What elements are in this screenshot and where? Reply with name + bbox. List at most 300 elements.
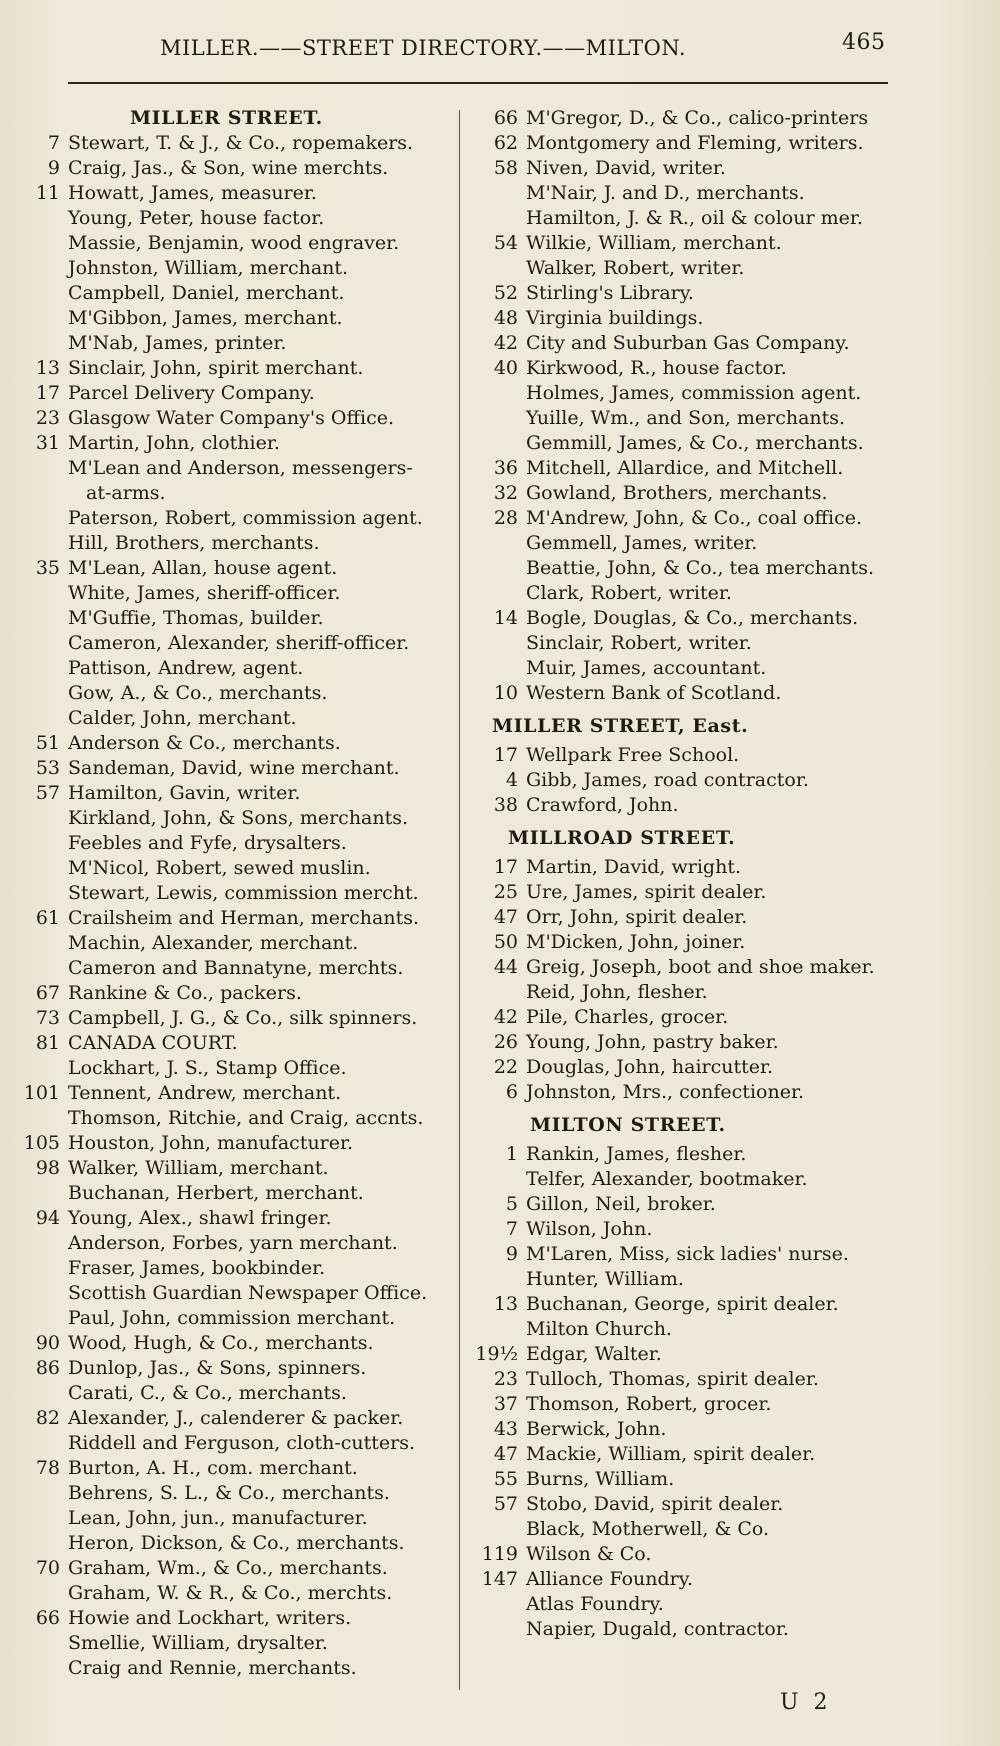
directory-entry <box>12 356 452 381</box>
occupant-name: Thomson, Ritchie, and Craig, accnts. <box>68 1107 424 1129</box>
directory-entry <box>12 506 452 531</box>
occupant-name: M'Nicol, Robert, sewed muslin. <box>68 857 371 879</box>
occupant-name: Young, Alex., shawl fringer. <box>68 1207 332 1229</box>
directory-entry <box>470 768 910 793</box>
directory-entry <box>470 406 910 431</box>
page-number: 465 <box>842 30 886 55</box>
directory-entry <box>12 306 452 331</box>
occupant-name: Scottish Guardian Newspaper Office. <box>68 1282 428 1304</box>
directory-entry <box>12 1306 452 1331</box>
directory-entry <box>470 1055 910 1080</box>
occupant-name: Crawford, John. <box>526 794 679 816</box>
directory-entry <box>470 743 910 768</box>
directory-entry <box>470 1267 910 1292</box>
directory-entry <box>470 456 910 481</box>
occupant-name: Gibb, James, road contractor. <box>526 769 809 791</box>
occupant-name: Lean, John, jun., manufacturer. <box>68 1507 368 1529</box>
occupant-name: Dunlop, Jas., & Sons, spinners. <box>68 1357 367 1379</box>
directory-entry <box>12 731 452 756</box>
directory-entry <box>470 955 910 980</box>
occupant-name: Graham, W. & R., & Co., merchts. <box>68 1582 393 1604</box>
directory-entry <box>470 1217 910 1242</box>
house-number: 35 <box>35 557 60 579</box>
occupant-name: Pile, Charles, grocer. <box>526 1006 729 1028</box>
house-number: 7 <box>47 132 60 154</box>
occupant-name: Anderson & Co., merchants. <box>68 732 341 754</box>
directory-entry <box>470 431 910 456</box>
house-number: 36 <box>493 457 518 479</box>
directory-entry <box>470 631 910 656</box>
directory-entry <box>470 656 910 681</box>
occupant-name: Gow, A., & Co., merchants. <box>68 682 328 704</box>
occupant-name: Black, Motherwell, & Co. <box>526 1518 770 1540</box>
directory-entry <box>470 131 910 156</box>
directory-entry <box>12 1506 452 1531</box>
house-number: 25 <box>493 881 518 903</box>
occupant-name: Muir, James, accountant. <box>526 657 767 679</box>
house-number: 82 <box>35 1407 60 1429</box>
house-number: 61 <box>35 907 60 929</box>
directory-entry <box>470 1542 910 1567</box>
occupant-name: City and Suburban Gas Company. <box>526 332 850 354</box>
house-number: 19½ <box>475 1343 518 1365</box>
occupant-name: Anderson, Forbes, yarn merchant. <box>68 1232 398 1254</box>
house-number: 4 <box>505 769 518 791</box>
occupant-name: Gowland, Brothers, merchants. <box>526 482 828 504</box>
house-number: 86 <box>35 1357 60 1379</box>
house-number: 90 <box>35 1332 60 1354</box>
occupant-name: M'Gregor, D., & Co., calico-printers <box>526 107 869 129</box>
house-number: 22 <box>493 1056 518 1078</box>
occupant-name: Walker, Robert, writer. <box>526 257 745 279</box>
occupant-name: Gemmill, James, & Co., merchants. <box>526 432 864 454</box>
house-number: 78 <box>35 1457 60 1479</box>
house-number: 42 <box>493 1006 518 1028</box>
house-number: 23 <box>35 407 60 429</box>
directory-entry <box>470 1192 910 1217</box>
occupant-name: Behrens, S. L., & Co., merchants. <box>68 1482 390 1504</box>
occupant-name: Wilson, John. <box>526 1218 653 1240</box>
occupant-name: Feebles and Fyfe, drysalters. <box>68 832 347 854</box>
directory-entry <box>470 206 910 231</box>
signature-mark: U 2 <box>780 1690 832 1715</box>
occupant-name: Mackie, William, spirit dealer. <box>526 1443 816 1465</box>
directory-entry <box>470 930 910 955</box>
directory-entry <box>12 681 452 706</box>
milton-entries <box>470 1142 910 1642</box>
house-number: 98 <box>35 1157 60 1179</box>
occupant-name: Pattison, Andrew, agent. <box>68 657 304 679</box>
directory-entry <box>470 1467 910 1492</box>
occupant-name: Buchanan, George, spirit dealer. <box>526 1293 839 1315</box>
occupant-name: Howie and Lockhart, writers. <box>68 1607 352 1629</box>
directory-entry <box>470 1492 910 1517</box>
house-number: 31 <box>35 432 60 454</box>
directory-entry <box>12 406 452 431</box>
directory-entry <box>12 981 452 1006</box>
occupant-name: Young, John, pastry baker. <box>526 1031 779 1053</box>
house-number: 66 <box>493 107 518 129</box>
occupant-name: Rankin, James, flesher. <box>526 1143 747 1165</box>
directory-entry <box>12 156 452 181</box>
directory-entry <box>12 1006 452 1031</box>
house-number: 57 <box>35 782 60 804</box>
directory-entry <box>470 1030 910 1055</box>
house-number: 43 <box>493 1418 518 1440</box>
occupant-name: Campbell, J. G., & Co., silk spinners. <box>68 1007 418 1029</box>
directory-entry <box>470 581 910 606</box>
house-number: 66 <box>35 1607 60 1629</box>
occupant-name: Hamilton, Gavin, writer. <box>68 782 301 804</box>
directory-entry <box>470 231 910 256</box>
section-heading-milton: MILTON STREET. <box>530 1114 726 1136</box>
occupant-name: Stewart, T. & J., & Co., ropemakers. <box>68 132 414 154</box>
occupant-name: Hill, Brothers, merchants. <box>68 532 320 554</box>
house-number: 23 <box>493 1368 518 1390</box>
occupant-name: Edgar, Walter. <box>526 1343 662 1365</box>
occupant-name: M'Andrew, John, & Co., coal office. <box>526 507 862 529</box>
directory-entry <box>470 256 910 281</box>
directory-entry <box>12 556 452 581</box>
occupant-name: Stewart, Lewis, commission mercht. <box>68 882 419 904</box>
directory-entry <box>12 1206 452 1231</box>
house-number: 50 <box>493 931 518 953</box>
house-number: 51 <box>35 732 60 754</box>
occupant-name: Calder, John, merchant. <box>68 707 297 729</box>
house-number: 7 <box>505 1218 518 1240</box>
occupant-name: Mitchell, Allardice, and Mitchell. <box>526 457 844 479</box>
occupant-name: Crailsheim and Herman, merchants. <box>68 907 419 929</box>
occupant-name: Glasgow Water Company's Office. <box>68 407 394 429</box>
occupant-name: Douglas, John, haircutter. <box>526 1056 774 1078</box>
directory-entry <box>12 756 452 781</box>
occupant-name: Fraser, James, bookbinder. <box>68 1257 326 1279</box>
house-number: 1 <box>505 1143 518 1165</box>
directory-entry <box>12 831 452 856</box>
left-column <box>12 106 452 1681</box>
running-head <box>0 30 1000 66</box>
occupant-name: Machin, Alexander, merchant. <box>68 932 359 954</box>
house-number: 147 <box>481 1568 518 1590</box>
directory-entry <box>12 231 452 256</box>
occupant-name: Paterson, Robert, commission agent. <box>68 507 423 529</box>
directory-entry <box>470 106 910 131</box>
house-number: 119 <box>481 1543 518 1565</box>
right-column <box>470 106 910 1642</box>
house-number: 9 <box>505 1243 518 1265</box>
directory-entry <box>470 793 910 818</box>
occupant-name: Thomson, Robert, grocer. <box>526 1393 772 1415</box>
directory-entry <box>12 1106 452 1131</box>
directory-entry <box>12 181 452 206</box>
occupant-name: Craig and Rennie, merchants. <box>68 1657 357 1679</box>
occupant-name: Graham, Wm., & Co., merchants. <box>68 1557 388 1579</box>
house-number: 38 <box>493 794 518 816</box>
house-number: 73 <box>35 1007 60 1029</box>
house-number: 17 <box>493 744 518 766</box>
occupant-name: Napier, Dugald, contractor. <box>526 1618 789 1640</box>
occupant-name: Sinclair, John, spirit merchant. <box>68 357 364 379</box>
directory-entry <box>470 1142 910 1167</box>
occupant-name: Walker, William, merchant. <box>68 1157 329 1179</box>
occupant-name: Berwick, John. <box>526 1418 667 1440</box>
occupant-name: Wilkie, William, merchant. <box>526 232 782 254</box>
occupant-name: Beattie, John, & Co., tea merchants. <box>526 557 874 579</box>
directory-entry <box>470 1080 910 1105</box>
house-number: 62 <box>493 132 518 154</box>
occupant-name: Western Bank of Scotland. <box>526 682 782 704</box>
occupant-name: Campbell, Daniel, merchant. <box>68 282 345 304</box>
directory-entry <box>12 1431 452 1456</box>
directory-entry <box>12 531 452 556</box>
directory-entry <box>12 1131 452 1156</box>
occupant-name: Wood, Hugh, & Co., merchants. <box>68 1332 374 1354</box>
occupant-name: Montgomery and Fleming, writers. <box>526 132 864 154</box>
house-number: 44 <box>493 956 518 978</box>
occupant-name: Ure, James, spirit dealer. <box>526 881 767 903</box>
directory-entry <box>470 556 910 581</box>
directory-entry <box>12 1381 452 1406</box>
occupant-name: Howatt, James, measurer. <box>68 182 317 204</box>
occupant-name: Reid, John, flesher. <box>526 981 708 1003</box>
directory-entry <box>12 206 452 231</box>
directory-entry <box>12 631 452 656</box>
occupant-name: Virginia buildings. <box>526 307 704 329</box>
occupant-name: M'Lean and Anderson, messengers- <box>68 457 413 479</box>
directory-entry <box>470 905 910 930</box>
directory-entry <box>12 1656 452 1681</box>
occupant-name: M'Gibbon, James, merchant. <box>68 307 343 329</box>
occupant-name: CANADA COURT. <box>68 1032 238 1054</box>
directory-entry <box>470 331 910 356</box>
occupant-name: Holmes, James, commission agent. <box>526 382 862 404</box>
directory-entry <box>470 1567 910 1592</box>
house-number: 42 <box>493 332 518 354</box>
occupant-name: Cameron and Bannatyne, merchts. <box>68 957 404 979</box>
directory-entry <box>12 806 452 831</box>
directory-entry <box>12 706 452 731</box>
directory-entry <box>470 381 910 406</box>
house-number: 37 <box>493 1393 518 1415</box>
directory-entry <box>12 481 452 506</box>
occupant-name: Smellie, William, drysalter. <box>68 1632 328 1654</box>
directory-entry <box>12 456 452 481</box>
directory-entry <box>12 931 452 956</box>
directory-entry <box>470 181 910 206</box>
occupant-name: Heron, Dickson, & Co., merchants. <box>68 1532 405 1554</box>
directory-entry <box>470 1367 910 1392</box>
occupant-name: Riddell and Ferguson, cloth-cutters. <box>68 1432 416 1454</box>
column-divider <box>459 110 460 1690</box>
occupant-name: Lockhart, J. S., Stamp Office. <box>68 1057 347 1079</box>
directory-entry <box>12 1406 452 1431</box>
directory-entry <box>12 1056 452 1081</box>
directory-entry <box>470 855 910 880</box>
occupant-name: Stirling's Library. <box>526 282 694 304</box>
directory-entry <box>470 1342 910 1367</box>
occupant-name: Milton Church. <box>526 1318 672 1340</box>
directory-entry <box>12 1181 452 1206</box>
house-number: 40 <box>493 357 518 379</box>
directory-entry <box>470 156 910 181</box>
house-number: 55 <box>493 1468 518 1490</box>
directory-entry <box>12 956 452 981</box>
occupant-name: Niven, David, writer. <box>526 157 726 179</box>
running-title: MILLER.——STREET DIRECTORY.——MILTON. <box>160 36 687 60</box>
occupant-name: Buchanan, Herbert, merchant. <box>68 1182 364 1204</box>
occupant-name: Young, Peter, house factor. <box>68 207 325 229</box>
occupant-name: at-arms. <box>86 482 166 504</box>
directory-entry <box>12 1606 452 1631</box>
occupant-name: Martin, John, clothier. <box>68 432 280 454</box>
occupant-name: Atlas Foundry. <box>526 1593 664 1615</box>
directory-entry <box>12 1456 452 1481</box>
house-number: 11 <box>35 182 60 204</box>
directory-entry <box>12 856 452 881</box>
occupant-name: M'Dicken, John, joiner. <box>526 931 746 953</box>
occupant-name: Martin, David, wright. <box>526 856 742 878</box>
occupant-name: Alliance Foundry. <box>526 1568 693 1590</box>
directory-entry <box>470 1517 910 1542</box>
occupant-name: Sandeman, David, wine merchant. <box>68 757 400 779</box>
directory-entry <box>470 1317 910 1342</box>
directory-entry <box>470 880 910 905</box>
directory-entry <box>470 531 910 556</box>
directory-entry <box>12 581 452 606</box>
directory-entry <box>470 1417 910 1442</box>
directory-entry <box>12 881 452 906</box>
directory-entry <box>470 1242 910 1267</box>
directory-entry <box>470 506 910 531</box>
directory-entry <box>12 1156 452 1181</box>
directory-entry <box>470 606 910 631</box>
directory-entry <box>470 1005 910 1030</box>
occupant-name: Gillon, Neil, broker. <box>526 1193 716 1215</box>
millroad-entries <box>470 855 910 1105</box>
directory-entry <box>12 1481 452 1506</box>
directory-entry <box>12 781 452 806</box>
occupant-name: Carati, C., & Co., merchants. <box>68 1382 347 1404</box>
directory-entry <box>470 1592 910 1617</box>
occupant-name: Houston, John, manufacturer. <box>68 1132 354 1154</box>
occupant-name: Gemmell, James, writer. <box>526 532 758 554</box>
house-number: 17 <box>35 382 60 404</box>
directory-entry <box>470 281 910 306</box>
house-number: 13 <box>493 1293 518 1315</box>
occupant-name: Sinclair, Robert, writer. <box>526 632 752 654</box>
occupant-name: Kirkwood, R., house factor. <box>526 357 787 379</box>
occupant-name: Kirkland, John, & Sons, merchants. <box>68 807 409 829</box>
occupant-name: Burton, A. H., com. merchant. <box>68 1457 358 1479</box>
section-heading-millroad: MILLROAD STREET. <box>508 827 736 849</box>
directory-entry <box>470 1442 910 1467</box>
directory-entry <box>12 1281 452 1306</box>
occupant-name: Johnston, Mrs., confectioner. <box>526 1081 804 1103</box>
occupant-name: Yuille, Wm., and Son, merchants. <box>526 407 846 429</box>
occupant-name: Massie, Benjamin, wood engraver. <box>68 232 400 254</box>
occupant-name: Telfer, Alexander, bootmaker. <box>526 1168 808 1190</box>
house-number: 105 <box>23 1132 60 1154</box>
header-rule <box>68 82 888 84</box>
occupant-name: M'Nair, J. and D., merchants. <box>526 182 805 204</box>
directory-entry <box>12 1581 452 1606</box>
house-number: 48 <box>493 307 518 329</box>
house-number: 10 <box>493 682 518 704</box>
directory-entry <box>470 481 910 506</box>
directory-entry <box>12 1256 452 1281</box>
occupant-name: Alexander, J., calenderer & packer. <box>68 1407 404 1429</box>
occupant-name: Tennent, Andrew, merchant. <box>68 1082 342 1104</box>
occupant-name: Burns, William. <box>526 1468 675 1490</box>
occupant-name: Wilson & Co. <box>526 1543 652 1565</box>
occupant-name: White, James, sheriff-officer. <box>68 582 341 604</box>
occupant-name: Stobo, David, spirit dealer. <box>526 1493 784 1515</box>
directory-entry <box>12 1031 452 1056</box>
house-number: 32 <box>493 482 518 504</box>
house-number: 14 <box>493 607 518 629</box>
occupant-name: Rankine & Co., packers. <box>68 982 302 1004</box>
occupant-name: Hunter, William. <box>526 1268 684 1290</box>
directory-entry <box>12 281 452 306</box>
left-entries <box>12 131 452 1681</box>
directory-entry <box>470 306 910 331</box>
occupant-name: M'Guffie, Thomas, builder. <box>68 607 324 629</box>
occupant-name: M'Laren, Miss, sick ladies' nurse. <box>526 1243 849 1265</box>
occupant-name: Craig, Jas., & Son, wine merchts. <box>68 157 389 179</box>
directory-entry <box>12 656 452 681</box>
house-number: 5 <box>505 1193 518 1215</box>
directory-entry <box>12 1081 452 1106</box>
house-number: 70 <box>35 1557 60 1579</box>
directory-entry <box>470 1617 910 1642</box>
house-number: 26 <box>493 1031 518 1053</box>
directory-entry <box>470 356 910 381</box>
directory-entry <box>12 1556 452 1581</box>
house-number: 101 <box>23 1082 60 1104</box>
occupant-name: Tulloch, Thomas, spirit dealer. <box>526 1368 819 1390</box>
house-number: 52 <box>493 282 518 304</box>
house-number: 67 <box>35 982 60 1004</box>
directory-entry <box>470 980 910 1005</box>
directory-entry <box>12 1331 452 1356</box>
directory-entry <box>12 431 452 456</box>
directory-entry <box>12 1531 452 1556</box>
directory-entry <box>12 381 452 406</box>
directory-entry <box>470 1392 910 1417</box>
house-number: 6 <box>505 1081 518 1103</box>
occupant-name: Paul, John, commission merchant. <box>68 1307 396 1329</box>
house-number: 81 <box>35 1032 60 1054</box>
miller-east-entries <box>470 743 910 818</box>
occupant-name: Wellpark Free School. <box>526 744 740 766</box>
directory-entry <box>12 906 452 931</box>
occupant-name: M'Lean, Allan, house agent. <box>68 557 338 579</box>
house-number: 13 <box>35 357 60 379</box>
house-number: 57 <box>493 1493 518 1515</box>
house-number: 47 <box>493 1443 518 1465</box>
house-number: 47 <box>493 906 518 928</box>
directory-entry <box>470 1292 910 1317</box>
house-number: 28 <box>493 507 518 529</box>
house-number: 54 <box>493 232 518 254</box>
house-number: 53 <box>35 757 60 779</box>
directory-entry <box>12 1356 452 1381</box>
occupant-name: Johnston, William, merchant. <box>68 257 349 279</box>
directory-entry <box>12 1631 452 1656</box>
house-number: 9 <box>47 157 60 179</box>
occupant-name: M'Nab, James, printer. <box>68 332 287 354</box>
occupant-name: Parcel Delivery Company. <box>68 382 315 404</box>
